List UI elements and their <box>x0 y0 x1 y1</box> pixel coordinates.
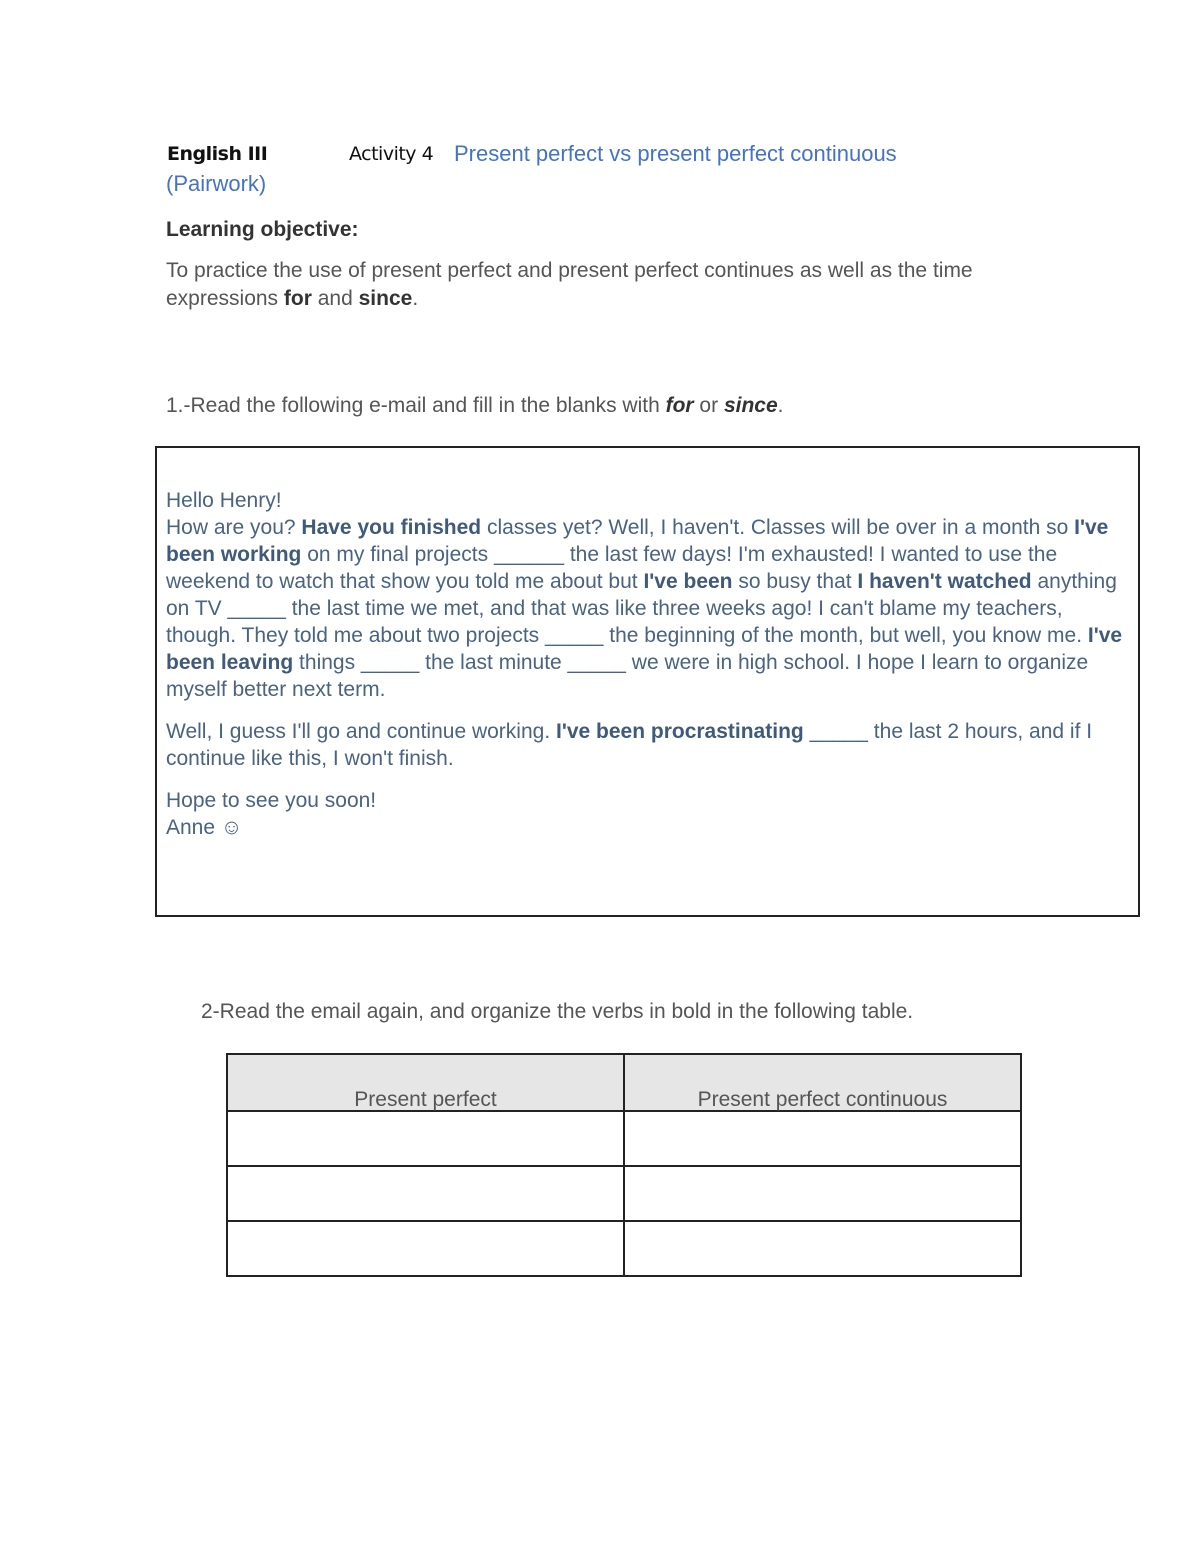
table-cell[interactable] <box>624 1111 1021 1166</box>
email-body <box>166 487 1136 856</box>
objective-heading: Learning objective: <box>166 218 359 241</box>
email-text-1 <box>166 516 1122 701</box>
email-text-run: How are you? <box>166 516 302 539</box>
table-cell[interactable] <box>227 1111 624 1166</box>
activity-topic: Present perfect vs present perfect continuous <box>454 141 897 166</box>
email-text-run: classes yet? Well, I haven't. Classes will be over in a month so <box>481 516 1075 539</box>
email-greeting: Hello Henry! <box>166 489 282 512</box>
table-row <box>227 1111 1021 1166</box>
bold-verb: I've been leaving <box>166 624 1123 674</box>
bold-verb: I've been procrastinating <box>556 720 804 743</box>
table-row <box>227 1221 1021 1276</box>
email-text-run: Well, I guess I'll go and continue working. <box>166 720 556 743</box>
email-text-run: on my final projects ______ the last few days! I'm exhausted! I wanted to use the weekend to watch that show you told me about but <box>166 543 1058 593</box>
email-closing-block <box>166 787 1136 841</box>
header-present-perfect: Present perfect <box>227 1054 624 1111</box>
bold-verb: I've been <box>643 570 733 593</box>
verb-table <box>226 1053 1022 1277</box>
email-signature: Anne ☺ <box>166 816 243 839</box>
email-text-run: anything on TV _____ the last time we met, and that was like three weeks ago! I can't blame my teachers, though. They told me about two projects _____ the beginning of the month, but well, you know me. <box>166 570 1117 647</box>
email-paragraph-1 <box>166 487 1136 703</box>
table-cell[interactable] <box>227 1221 624 1276</box>
objective-text: To practice the use of present perfect and present perfect continues as well as the time expressions for and since. <box>166 259 973 310</box>
email-closing: Hope to see you soon! <box>166 789 377 812</box>
email-paragraph-2 <box>166 718 1136 772</box>
activity-label: Activity 4 <box>349 143 434 165</box>
bold-verb: Have you finished <box>301 516 482 539</box>
bold-verb: I've been working <box>166 516 1109 566</box>
table-cell[interactable] <box>624 1221 1021 1276</box>
question-1: 1.-Read the following e-mail and fill in the blanks with for or since. <box>166 394 784 417</box>
table-cell[interactable] <box>624 1166 1021 1221</box>
email-text-run: things _____ the last minute _____ we were in high school. I hope I learn to organize myself better next term. <box>166 651 1089 701</box>
email-text-run: so busy that <box>732 570 858 593</box>
bold-verb: I haven't watched <box>857 570 1032 593</box>
table-row <box>227 1166 1021 1221</box>
header-present-perfect-continuous: Present perfect continuous <box>624 1054 1021 1111</box>
table-cell[interactable] <box>227 1166 624 1221</box>
course-title: English III <box>167 143 268 165</box>
question-2: 2-Read the email again, and organize the verbs in bold in the following table. <box>201 1000 914 1023</box>
email-text-run: _____ the last 2 hours, and if I continue like this, I won't finish. <box>166 720 1093 770</box>
activity-mode: (Pairwork) <box>166 171 267 196</box>
